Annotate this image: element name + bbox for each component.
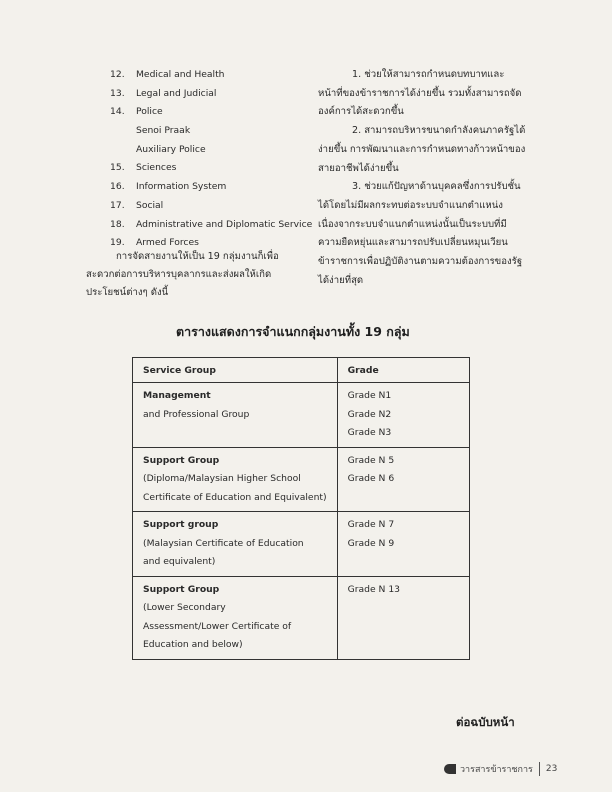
journal-logo-icon [444,764,456,774]
page-footer [444,762,557,776]
service-group-line: and equivalent) [143,556,216,567]
service-group-line: (Lower Secondary [143,602,226,613]
grade-cell [337,383,469,448]
service-group-line: (Malaysian Certificate of Education [143,537,304,549]
list-item: 16. Information System [110,181,227,193]
footer-divider [539,762,540,776]
service-group-line: Assessment/Lower Certificate of [143,620,292,632]
list-item: 18. Administrative and Diplomatic Service [110,218,313,230]
table-row [133,383,470,448]
list-item: 14. Police [110,106,163,118]
benefits-column [318,66,528,290]
grade-value: Grade N 6 [347,473,395,484]
service-group-cell [133,447,338,512]
benefit-paragraph: 2. สามารถบริหารขนาดกำลังคนภาครัฐได้ง่ายขึ้น การพัฒนาและการกำหนดทางก้าวหน้าของสายอาชีพได้ง่ายขึ้น [318,125,526,174]
service-group-line: Certificate of Education and Equivalent) [143,491,327,503]
service-group-title: Management [143,390,211,401]
list-item: Auxiliary Police [136,143,206,155]
journal-name: วารสารข้าราชการ [460,765,533,775]
grade-value: Grade N1 [347,390,392,401]
service-group-title: Support Group [143,583,220,595]
table-row [133,447,470,512]
column-header-grade: Grade [337,358,469,383]
grade-cell [337,512,469,577]
service-group-cell [133,512,338,577]
column-header-service-group: Service Group [133,358,338,383]
table-row [133,576,470,659]
service-group-list [110,66,313,253]
grade-value: Grade N3 [347,427,392,438]
table-title: ตารางแสดงการจำแนกกลุ่มงานทั้ง 19 กลุ่ม [176,324,410,339]
list-item: 15. Sciences [110,162,177,174]
benefit-paragraph: 1. ช่วยให้สามารถกำหนดบทบาทและหน้าที่ของข้าราชการได้ง่ายขึ้น รวมทั้งสามารถจัดองค์การได้สะดวกขึ้น [318,69,522,118]
service-group-line: (Diploma/Malaysian Higher School [143,473,301,484]
service-grade-table [132,357,470,660]
service-group-title: Support Group [143,454,220,466]
grade-cell [337,576,469,659]
service-group-cell [133,576,338,659]
grade-value: Grade N 7 [347,519,395,530]
benefit-paragraph: 3. ช่วยแก้ปัญหาด้านบุคคลซึ่งการปรับชั้นได้โดยไม่มีผลกระทบต่อระบบจำแนกตำแหน่ง เนื่องจากระบบจำแนกตำแหน่งนั้นเป็นระบบที่มีความยืดหยุ่นและสามารถปรับเปลี่ยนหมุนเวียนข้าราชการเพื่อปฏิบัติงานตามความต้องการของรัฐได้ง่ายที่สุด [318,181,523,286]
service-group-line: and Professional Group [143,408,250,420]
list-item: 13. Legal and Judicial [110,87,217,99]
table-header-row [133,358,470,383]
service-group-line: Education and below) [143,639,243,650]
grade-value: Grade N 9 [347,537,395,549]
page-number: 23 [545,764,558,774]
grade-value: Grade N2 [347,408,392,420]
continued-next-issue-label: ต่อฉบับหน้า [456,715,515,729]
service-group-cell [133,383,338,448]
intro-paragraph: การจัดสายงานให้เป็น 19 กลุ่มงานก็เพื่อสะดวกต่อการบริหารบุคลากรและส่งผลให้เกิดประโยชน์ต่างๆ ดังนี้ [86,251,279,298]
table-row [133,512,470,577]
grade-cell [337,447,469,512]
grade-value: Grade N 13 [347,583,401,595]
service-group-title: Support group [143,519,219,530]
spacer [143,424,327,443]
grade-value: Grade N 5 [347,454,395,466]
list-item: 12. Medical and Health [110,69,225,80]
list-item: 17. Social [110,199,164,211]
list-item: 19. Armed Forces [110,237,199,249]
list-item: Senoi Praak [136,125,191,137]
